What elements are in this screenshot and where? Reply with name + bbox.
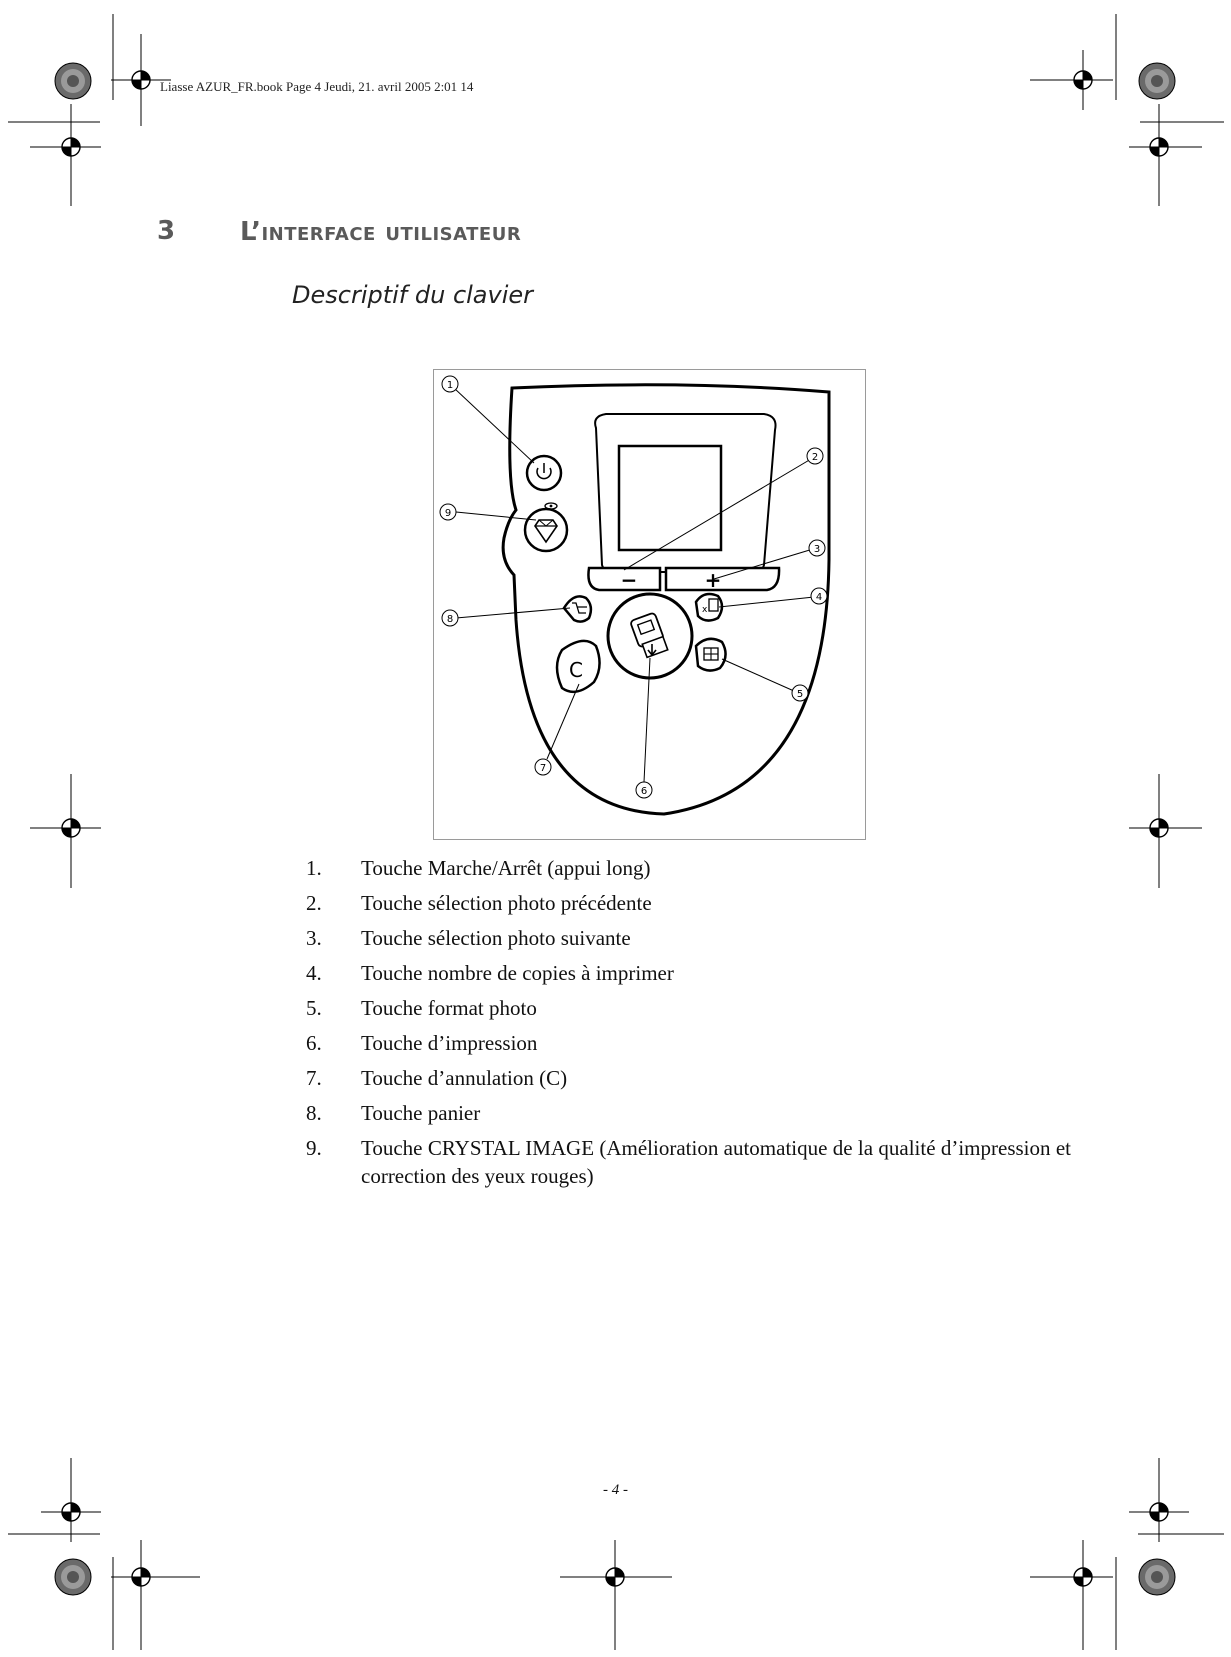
color-target-icon [55, 63, 91, 99]
keypad-diagram [433, 369, 866, 840]
minus-key-label: − [620, 568, 638, 592]
callout-6-label: 6 [640, 786, 648, 797]
legend-text: Touche nombre de copies à imprimer [361, 961, 674, 985]
section-title: Descriptif du clavier [292, 281, 534, 309]
key-legend [306, 854, 1071, 1197]
legend-number: 4. [306, 961, 322, 985]
chapter-title: L’interface utilisateur [240, 217, 522, 247]
legend-text: Touche format photo [361, 996, 537, 1020]
legend-number: 9. [306, 1136, 322, 1160]
eye-icon [545, 503, 557, 509]
legend-number: 6. [306, 1031, 322, 1055]
color-target-icon [1139, 1559, 1175, 1595]
callout-4-label: 4 [815, 592, 823, 603]
screen-frame [595, 414, 775, 572]
legend-number: 3. [306, 926, 322, 950]
cancel-key-label: C [569, 658, 583, 682]
legend-text: Touche panier [361, 1101, 481, 1125]
print-header: Liasse AZUR_FR.book Page 4 Jeudi, 21. avril 2005 2:01 14 [160, 79, 474, 94]
plus-key [666, 568, 779, 590]
legend-item [306, 924, 1071, 952]
callout-2-label: 2 [811, 452, 819, 463]
svg-text:x: x [702, 605, 708, 615]
chapter-number: 3 [157, 216, 176, 246]
lcd-screen [619, 446, 721, 550]
legend-number: 2. [306, 891, 322, 915]
legend-item [306, 1064, 1071, 1092]
plus-key-label: + [704, 568, 722, 592]
legend-text: Touche CRYSTAL IMAGE (Amélioration automatique de la qualité d’impression et correction des yeux rouges) [361, 1136, 1071, 1188]
legend-text: Touche sélection photo suivante [361, 926, 631, 950]
legend-text: Touche sélection photo précédente [361, 891, 652, 915]
legend-item [306, 1134, 1071, 1190]
legend-item [306, 959, 1071, 987]
legend-text: Touche Marche/Arrêt (appui long) [361, 856, 651, 880]
color-target-icon [1139, 63, 1175, 99]
callout-1-label: 1 [446, 380, 454, 391]
legend-number: 1. [306, 856, 322, 880]
legend-number: 7. [306, 1066, 322, 1090]
callout-3-label: 3 [813, 544, 821, 555]
callout-9-label: 9 [444, 508, 452, 519]
crystal-image-key [525, 509, 567, 551]
legend-text: Touche d’annulation (C) [361, 1066, 568, 1090]
legend-number: 5. [306, 996, 322, 1020]
legend-text: Touche d’impression [361, 1031, 538, 1055]
callout-7-label: 7 [539, 763, 547, 774]
legend-item [306, 994, 1071, 1022]
legend-item [306, 1099, 1071, 1127]
keypad-illustration [434, 370, 867, 841]
callout-8-label: 8 [446, 614, 454, 625]
page-number: - 4 - [603, 1482, 628, 1498]
color-target-icon [55, 1559, 91, 1595]
legend-number: 8. [306, 1101, 322, 1125]
legend-item [306, 854, 1071, 882]
legend-item [306, 1029, 1071, 1057]
legend-item [306, 889, 1071, 917]
callout-5-label: 5 [796, 689, 804, 700]
